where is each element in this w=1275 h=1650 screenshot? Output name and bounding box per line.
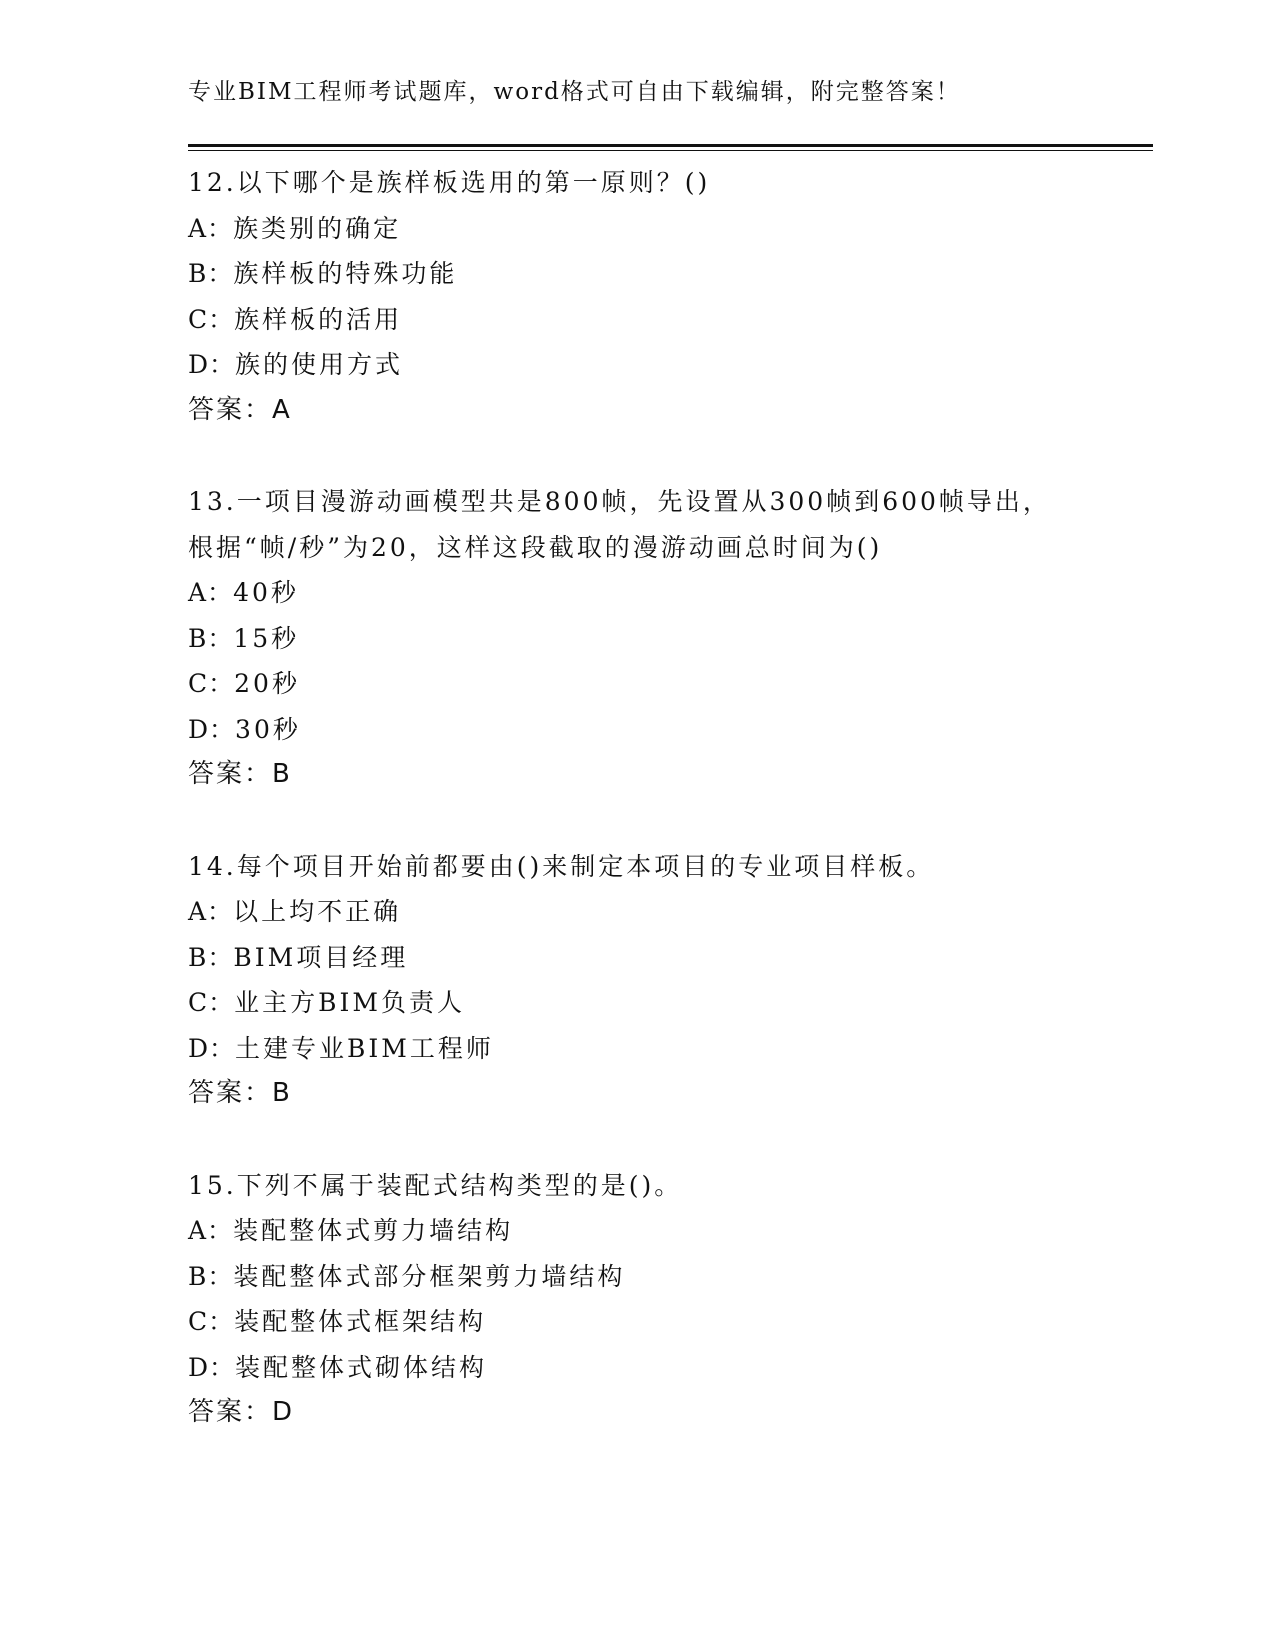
option-c (188, 297, 1153, 343)
option-text: 以上均不正确 (233, 897, 402, 926)
option-text: 装配整体式框架结构 (234, 1307, 487, 1336)
question-list (188, 160, 1153, 1482)
option-c (188, 1299, 1153, 1345)
option-text: 业主方BIM负责人 (234, 988, 465, 1017)
option-label: C： (188, 988, 235, 1017)
answer-line: 答案：A (188, 394, 292, 425)
option-text: 15秒 (233, 623, 300, 653)
header-rule-thick (188, 144, 1153, 147)
question-13 (188, 479, 1153, 798)
option-b (188, 251, 1153, 297)
answer-line: 答案：D (188, 1397, 295, 1427)
option-text: 装配整体式剪力墙结构 (233, 1216, 514, 1245)
option-b (188, 935, 1153, 981)
question-14 (188, 844, 1153, 1117)
question-stem-continued: 根据“帧/秒”为20，这样这段截取的漫游动画总时间为() (188, 532, 883, 562)
question-stem: 15.下列不属于装配式结构类型的是()。 (188, 1170, 683, 1200)
answer-line: 答案：B (188, 1078, 292, 1108)
option-label: B： (188, 942, 234, 972)
option-b (188, 1254, 1153, 1300)
option-label: A： (188, 1216, 234, 1245)
option-text: 族样板的特殊功能 (233, 259, 458, 288)
option-d (188, 707, 1153, 753)
option-text: 族的使用方式 (235, 350, 404, 379)
question-stem: 12.以下哪个是族样板选用的第一原则？() (188, 168, 711, 197)
option-text: BIM项目经理 (233, 942, 409, 972)
question-stem: 14.每个项目开始前都要由()来制定本项目的专业项目样板。 (188, 851, 935, 881)
option-a (188, 570, 1153, 616)
option-a (188, 206, 1153, 252)
option-a (188, 1208, 1153, 1254)
option-a (188, 889, 1153, 935)
option-label: D： (188, 1352, 236, 1382)
option-text: 装配整体式砌体结构 (235, 1352, 488, 1382)
option-label: C： (188, 669, 235, 698)
question-stem: 13.一项目漫游动画模型共是800帧，先设置从300帧到600帧导出， (188, 487, 1051, 516)
option-label: D： (188, 714, 236, 744)
option-text: 族样板的活用 (234, 304, 403, 334)
option-text: 土建专业BIM工程师 (235, 1033, 494, 1063)
question-15 (188, 1163, 1153, 1436)
option-label: B： (188, 1261, 234, 1291)
option-d (188, 342, 1153, 388)
option-label: B： (188, 259, 234, 288)
option-label: D： (188, 350, 236, 379)
option-b (188, 616, 1153, 662)
option-label: D： (188, 1033, 236, 1063)
option-label: B： (188, 623, 234, 653)
option-label: A： (188, 578, 234, 607)
option-label: C： (188, 1307, 235, 1336)
option-text: 装配整体式部分框架剪力墙结构 (233, 1261, 626, 1291)
header-rule-thin (188, 150, 1153, 151)
option-d (188, 1345, 1153, 1391)
option-label: C： (188, 304, 235, 334)
option-text: 40秒 (233, 578, 299, 607)
option-text: 族类别的确定 (233, 213, 402, 243)
option-d (188, 1026, 1153, 1072)
answer-line: 答案：B (188, 759, 292, 789)
option-c (188, 980, 1153, 1026)
page-header: 专业BIM工程师考试题库，word格式可自由下载编辑，附完整答案！ (188, 79, 961, 105)
option-text: 30秒 (235, 714, 301, 744)
option-label: A： (188, 897, 234, 926)
question-12 (188, 160, 1153, 433)
option-c (188, 661, 1153, 707)
option-text: 20秒 (234, 669, 300, 698)
option-label: A： (188, 213, 234, 243)
